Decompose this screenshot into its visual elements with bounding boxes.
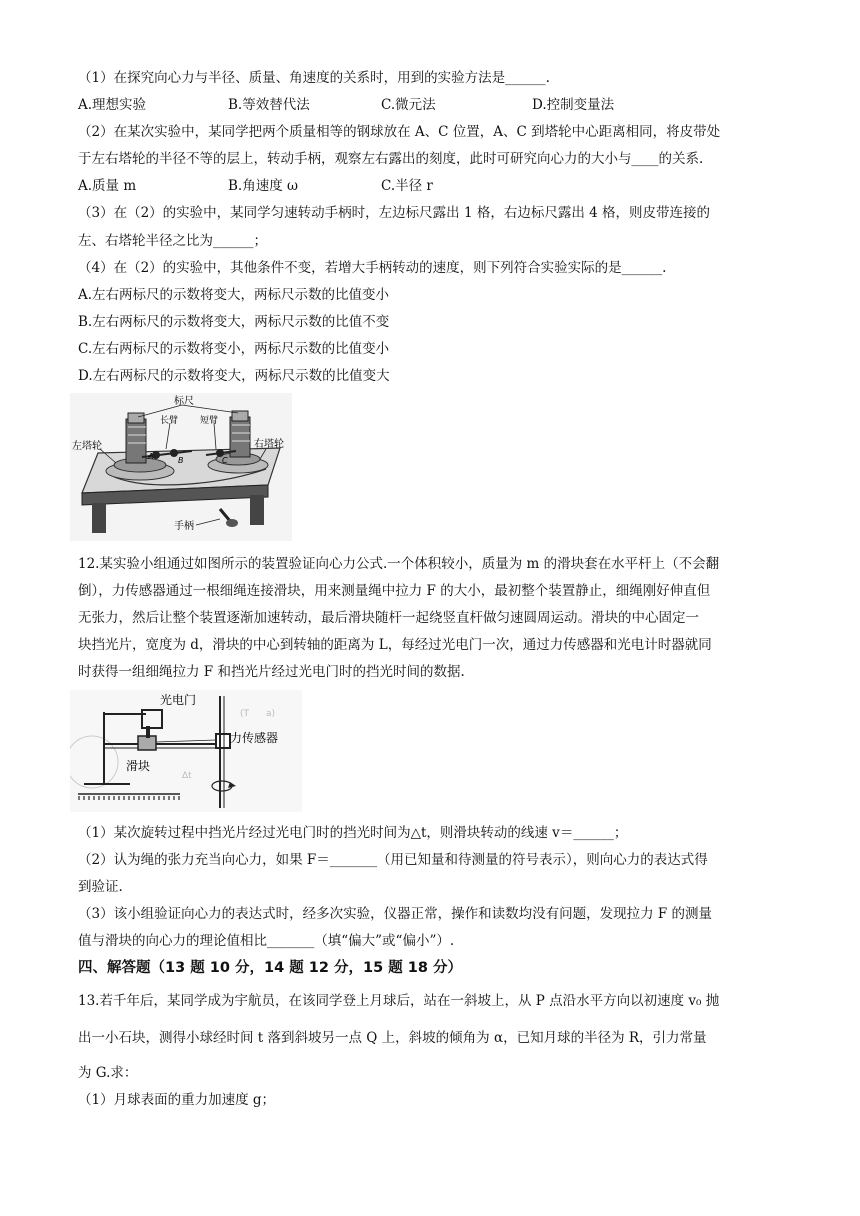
figure-label-b: B bbox=[178, 456, 184, 465]
q11-part4-stem: （4）在（2）的实验中，其他条件不变，若增大手柄转动的速度，则下列符合实验实际的是______. bbox=[78, 260, 667, 276]
q11-part3-stem-line2: 左、右塔轮半径之比为______； bbox=[78, 233, 267, 249]
section-four-heading: 四、解答题（13 题 10 分，14 题 12 分，15 题 18 分） bbox=[78, 960, 463, 976]
q12-intro-line5: 时获得一组细绳拉力 F 和挡光片经过光电门时的挡光时间的数据. bbox=[78, 664, 465, 680]
q12-intro-line1: 12.某实验小组通过如图所示的装置验证向心力公式.一个体积较小，质量为 m 的滑块套在水平杆上（不会翻 bbox=[78, 556, 720, 572]
figure-label-left-wheel: 左塔轮 bbox=[72, 441, 102, 452]
svg-text:Δt: Δt bbox=[182, 771, 192, 781]
q11-part4-option-b: B.左右两标尺的示数将变大，两标尺示数的比值不变 bbox=[78, 314, 390, 330]
q11-part2-option-a: A.质量 m bbox=[78, 178, 137, 194]
figure-label-slider: 滑块 bbox=[126, 759, 151, 773]
q12-part2-line1: （2）认为绳的张力充当向心力，如果 F＝_______（用已知量和待测量的符号表示），则向心力的表达式得 bbox=[78, 852, 708, 868]
q11-part3-stem-line1: （3）在（2）的实验中，某同学匀速转动手柄时，左边标尺露出 1 格，右边标尺露出 4 格，则皮带连接的 bbox=[78, 205, 711, 221]
centripetal-apparatus-figure bbox=[70, 393, 292, 541]
q12-part3-line2: 值与滑块的向心力的理论值相比_______（填“偏大”或“偏小”）. bbox=[78, 933, 455, 949]
figure-label-right-wheel: 右塔轮 bbox=[254, 439, 284, 450]
svg-text:(T: (T bbox=[240, 709, 250, 719]
q12-intro-line3: 无张力，然后让整个装置逐渐加速转动，最后滑块随杆一起绕竖直杆做匀速圆周运动。滑块的中心固定一 bbox=[78, 610, 699, 626]
q11-part1-option-b: B.等效替代法 bbox=[228, 97, 310, 113]
q12-intro-line2: 倒），力传感器通过一根细绳连接滑块，用来测量绳中拉力 F 的大小，最初整个装置静止，细绳刚好伸直但 bbox=[78, 583, 711, 599]
figure-label-ruler: 标尺 bbox=[174, 396, 194, 407]
q13-line1: 13.若千年后，某同学成为宇航员，在该同学登上月球后，站在一斜坡上，从 P 点沿水平方向以初速度 v₀ 抛 bbox=[78, 993, 720, 1009]
q12-part1: （1）某次旋转过程中挡光片经过光电门时的挡光时间为△t，则滑块转动的线速 v＝______； bbox=[78, 825, 628, 841]
q11-part2-option-b: B.角速度 ω bbox=[228, 178, 299, 194]
q11-part1-stem: （1）在探究向心力与半径、质量、角速度的关系时，用到的实验方法是______. bbox=[78, 70, 550, 86]
q11-part2-stem-line2: 于左右塔轮的半径不等的层上，转动手柄，观察左右露出的刻度，此时可研究向心力的大小与____的关系. bbox=[78, 151, 704, 167]
figure-label-long-arm: 长臂 bbox=[160, 416, 179, 426]
q11-part1-option-d: D.控制变量法 bbox=[532, 97, 615, 113]
q13-line2: 出一小石块，测得小球经时间 t 落到斜坡另一点 Q 上，斜坡的倾角为 α，已知月球的半径为 R，引力常量 bbox=[78, 1030, 707, 1046]
q12-part2-line2: 到验证. bbox=[78, 879, 123, 895]
q11-part4-option-c: C.左右两标尺的示数将变小，两标尺示数的比值变小 bbox=[78, 341, 390, 357]
q11-part2-stem-line1: （2）在某次实验中，某同学把两个质量相等的钢球放在 A、C 位置，A、C 到塔轮中心距离相同，将皮带处 bbox=[78, 124, 721, 140]
figure-label-handle: 手柄 bbox=[174, 521, 194, 532]
photogate-apparatus-figure bbox=[70, 690, 302, 812]
q12-intro-line4: 块挡光片，宽度为 d，滑块的中心到转轴的距离为 L，每经过光电门一次，通过力传感器和光电计时器就同 bbox=[78, 637, 712, 653]
q12-part3-line1: （3）该小组验证向心力的表达式时，经多次实验，仪器正常，操作和读数均没有问题，发现拉力 F 的测量 bbox=[78, 906, 713, 922]
q11-part4-option-a: A.左右两标尺的示数将变大，两标尺示数的比值变小 bbox=[78, 287, 390, 303]
q11-part1-option-c: C.微元法 bbox=[381, 97, 436, 113]
svg-text:a): a) bbox=[266, 709, 276, 719]
q13-part1: （1）月球表面的重力加速度 g； bbox=[78, 1092, 276, 1108]
figure-label-short-arm: 短臂 bbox=[200, 416, 219, 426]
figure-label-photogate: 光电门 bbox=[160, 693, 197, 707]
figure-label-a: A bbox=[148, 452, 154, 461]
q11-part2-option-c: C.半径 r bbox=[381, 178, 433, 194]
figure-label-c: C bbox=[222, 456, 228, 465]
q11-part1-option-a: A.理想实验 bbox=[78, 97, 147, 113]
q11-part4-option-d: D.左右两标尺的示数将变大，两标尺示数的比值变大 bbox=[78, 368, 390, 384]
figure-label-force-sensor: 力传感器 bbox=[230, 731, 279, 745]
q13-line3: 为 G.求： bbox=[78, 1065, 138, 1081]
